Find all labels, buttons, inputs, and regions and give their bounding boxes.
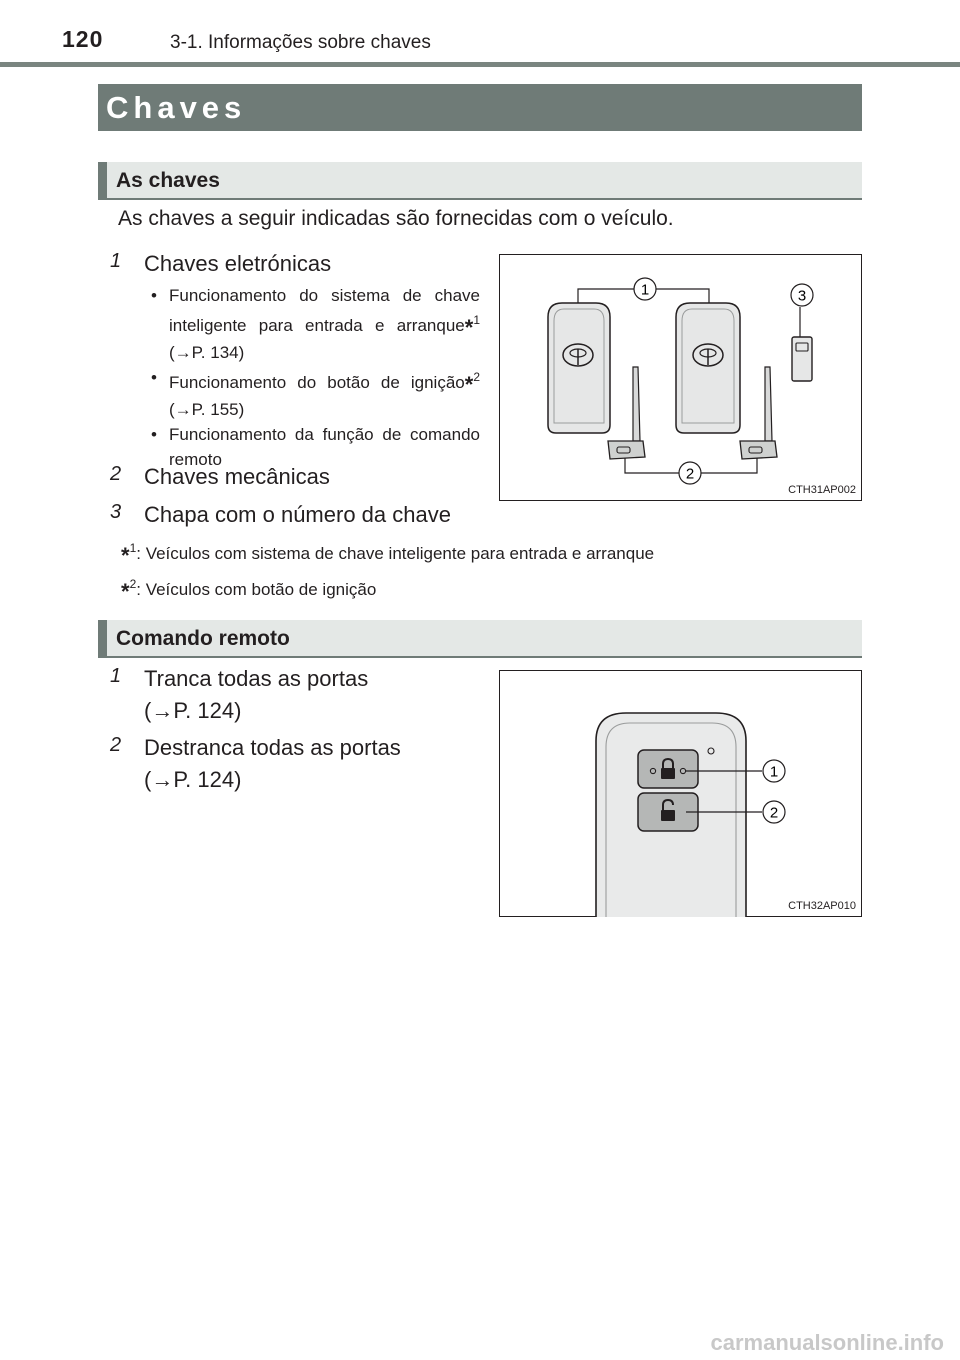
- smart-key-right: [676, 303, 740, 433]
- mechanical-key-left: [608, 367, 645, 459]
- footnote-1: *$^1$: Veículos com sistema de chave inteligente para entrada e arranque: [121, 541, 655, 568]
- key-number-plate: [792, 337, 812, 381]
- smart-key-left: [548, 303, 610, 433]
- item-label: Chaves mecânicas: [144, 464, 330, 489]
- callout-1: 1: [769, 763, 779, 781]
- watermark: carmanualsonline.info: [710, 1330, 944, 1355]
- callout-2: 2: [769, 804, 779, 822]
- callout-2: 2: [685, 465, 695, 483]
- header-rule: [0, 62, 960, 67]
- intro-text: As chaves a seguir indicadas são fornecidas com o veículo.: [118, 207, 674, 230]
- remote-figure: [499, 670, 862, 917]
- bullet-item: • Funcionamento da função de comando remoto: [150, 422, 480, 472]
- chapter-title-bar: [98, 84, 862, 131]
- item-label: Destranca todas as portas: [144, 735, 401, 760]
- keys-illustration: [500, 255, 863, 502]
- item-reference: (→P. 124): [144, 767, 242, 792]
- item-number: 1: [110, 665, 122, 687]
- section-title-remote: Comando remoto: [116, 627, 290, 650]
- chapter-title: Chaves: [106, 90, 247, 125]
- callout-3: 3: [797, 287, 807, 305]
- item-reference: (→P. 124): [144, 698, 242, 723]
- item-label: Tranca todas as portas: [144, 666, 369, 691]
- item-label: Chaves eletrónicas: [144, 251, 332, 276]
- page-number: 120: [62, 26, 104, 52]
- bullet-item: • Funcionamento do botão de ignição*$^2$ (→P. 155): [150, 365, 480, 422]
- section-header-keys: [98, 162, 862, 200]
- callout-1: 1: [640, 281, 650, 299]
- item-number: 2: [110, 734, 122, 756]
- lock-button-illustration: [638, 750, 698, 788]
- section-header-remote: [98, 620, 862, 658]
- item-number: 3: [110, 501, 122, 523]
- item-number: 1: [110, 250, 122, 272]
- feature-bullet-list: [150, 283, 480, 472]
- figure-code: CTH31AP002: [788, 484, 856, 496]
- item-label: Chapa com o número da chave: [144, 502, 451, 527]
- section-title-keys: As chaves: [116, 169, 220, 192]
- footnote-2: *$^2$: Veículos com botão de ignição: [121, 577, 377, 604]
- remote-illustration: [500, 671, 863, 918]
- figure-code: CTH32AP010: [788, 900, 856, 912]
- running-head: 3-1. Informações sobre chaves: [170, 32, 431, 53]
- item-number: 2: [110, 463, 122, 485]
- bullet-item: • Funcionamento do sistema de chave inteligente para entrada e arranque*$^1$ (→P. 134): [150, 283, 480, 365]
- mechanical-key-right: [740, 367, 777, 459]
- keys-figure: [499, 254, 862, 501]
